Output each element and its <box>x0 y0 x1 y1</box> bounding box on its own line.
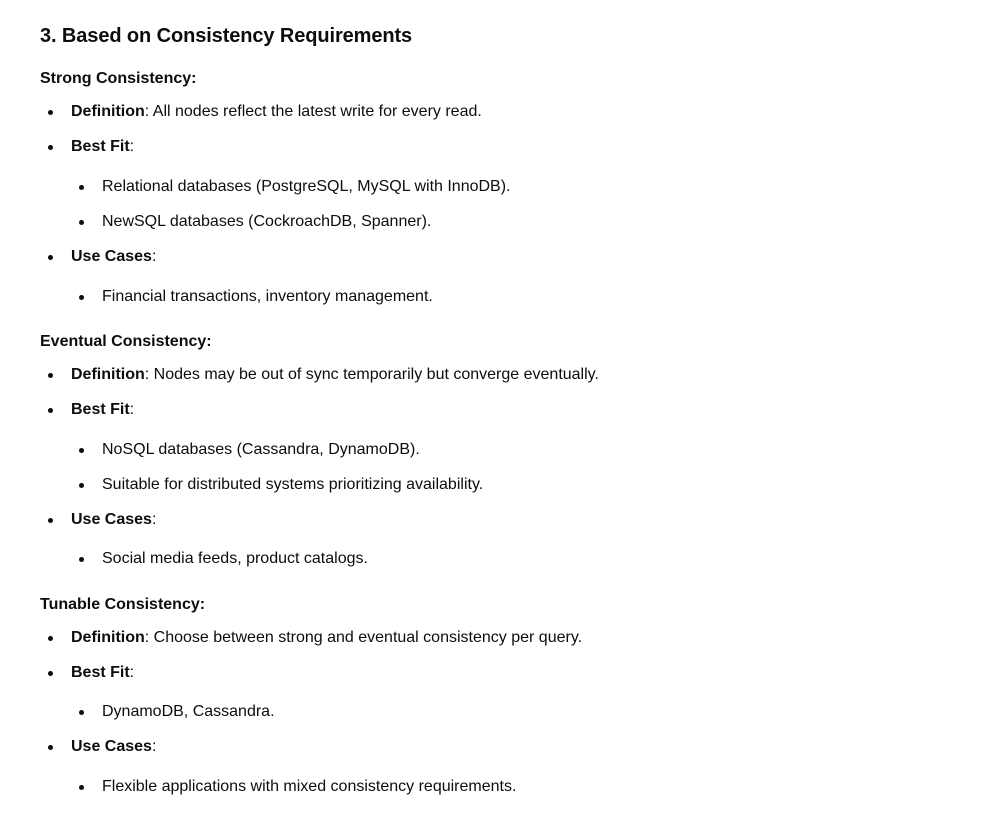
definition-label: Definition <box>71 366 145 383</box>
use-cases-label: Use Cases <box>71 511 152 528</box>
subheading-eventual-consistency: Eventual Consistency: <box>40 333 212 350</box>
section-heading: 3. Based on Consistency Requirements <box>40 25 413 47</box>
bullet-dot <box>48 255 53 260</box>
use-cases-suffix: : <box>151 738 157 755</box>
bullet-dot <box>79 785 84 790</box>
use-cases-label: Use Cases <box>71 248 152 265</box>
bullet-dot <box>79 483 84 488</box>
subheading-strong-consistency: Strong Consistency: <box>40 70 197 87</box>
list-item-best-fit <box>71 400 134 420</box>
list-item-definition <box>71 102 482 122</box>
list-item-best-fit <box>71 137 134 157</box>
bullet-dot <box>79 220 84 225</box>
definition-text: : Choose between strong and eventual consistency per query. <box>144 629 583 646</box>
list-item: Social media feeds, product catalogs. <box>102 550 368 567</box>
list-item: Relational databases (PostgreSQL, MySQL with InnoDB). <box>102 178 511 195</box>
use-cases-suffix: : <box>151 248 157 265</box>
list-item: Financial transactions, inventory management. <box>102 288 433 305</box>
list-item-definition <box>71 628 582 648</box>
list-item-use-cases <box>71 737 156 757</box>
bullet-dot <box>48 373 53 378</box>
best-fit-suffix: : <box>129 138 135 155</box>
bullet-dot <box>48 408 53 413</box>
list-item: NoSQL databases (Cassandra, DynamoDB). <box>102 441 420 458</box>
bullet-dot <box>79 185 84 190</box>
bullet-dot <box>48 110 53 115</box>
use-cases-suffix: : <box>151 511 157 528</box>
bullet-dot <box>48 145 53 150</box>
bullet-dot <box>79 448 84 453</box>
best-fit-suffix: : <box>129 401 135 418</box>
list-item-use-cases <box>71 510 156 530</box>
bullet-dot <box>48 745 53 750</box>
list-item: DynamoDB, Cassandra. <box>102 703 275 720</box>
best-fit-label: Best Fit <box>71 664 130 681</box>
subheading-tunable-consistency: Tunable Consistency: <box>40 596 206 613</box>
use-cases-label: Use Cases <box>71 738 152 755</box>
list-item-use-cases <box>71 247 156 267</box>
list-item: Suitable for distributed systems prioritizing availability. <box>102 476 484 493</box>
list-item: Flexible applications with mixed consistency requirements. <box>102 778 517 795</box>
best-fit-label: Best Fit <box>71 401 130 418</box>
definition-label: Definition <box>71 629 145 646</box>
bullet-dot <box>48 636 53 641</box>
list-item-definition <box>71 365 599 385</box>
bullet-dot <box>79 295 84 300</box>
definition-text: : All nodes reflect the latest write for every read. <box>144 103 482 120</box>
list-item-best-fit <box>71 663 134 683</box>
bullet-dot <box>48 671 53 676</box>
definition-label: Definition <box>71 103 145 120</box>
best-fit-label: Best Fit <box>71 138 130 155</box>
definition-text: : Nodes may be out of sync temporarily but converge eventually. <box>144 366 599 383</box>
bullet-dot <box>48 518 53 523</box>
bullet-dot <box>79 557 84 562</box>
bullet-dot <box>79 710 84 715</box>
best-fit-suffix: : <box>129 664 135 681</box>
list-item: NewSQL databases (CockroachDB, Spanner). <box>102 213 432 230</box>
